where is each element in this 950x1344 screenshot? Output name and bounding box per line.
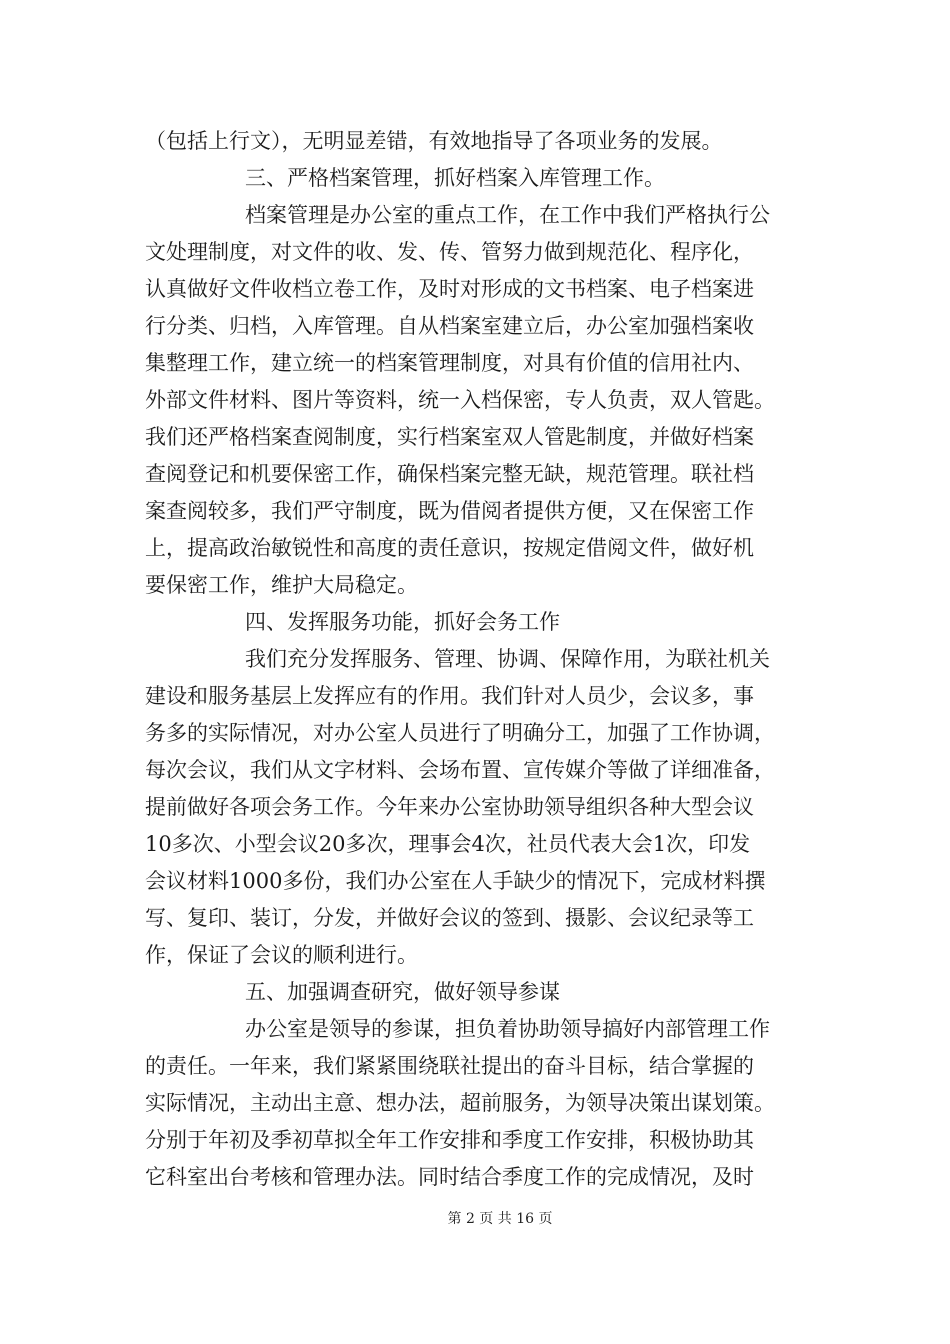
text-line: 查阅登记和机要保密工作，确保档案完整无缺，规范管理。联社档 xyxy=(145,462,754,486)
text-line: 我们充分发挥服务、管理、协调、保障作用，为联社机关 xyxy=(245,647,770,671)
section-heading: 四、发挥服务功能，抓好会务工作 xyxy=(245,610,560,634)
text-line: 提前做好各项会务工作。今年来办公室协助领导组织各种大型会议 xyxy=(145,795,754,819)
text-line: 会议材料1000多份，我们办公室在人手缺少的情况下，完成材料撰 xyxy=(145,869,766,893)
text-line: （包括上行文），无明显差错，有效地指导了各项业务的发展。 xyxy=(145,129,723,153)
text-line: 要保密工作，维护大局稳定。 xyxy=(145,573,418,597)
text-line: 文处理制度，对文件的收、发、传、管努力做到规范化、程序化， xyxy=(145,240,754,264)
text-line: 外部文件材料、图片等资料，统一入档保密，专人负责，双人管匙。 xyxy=(145,388,775,412)
body-text xyxy=(145,123,815,1196)
section-heading: 三、严格档案管理，抓好档案入库管理工作。 xyxy=(245,166,665,190)
text-line: 写、复印、装订，分发，并做好会议的签到、摄影、会议纪录等工 xyxy=(145,906,754,930)
text-line: 每次会议，我们从文字材料、会场布置、宣传媒介等做了详细准备， xyxy=(145,758,775,782)
section-heading: 五、加强调查研究，做好领导参谋 xyxy=(245,980,560,1004)
text-line: 档案管理是办公室的重点工作，在工作中我们严格执行公 xyxy=(245,203,770,227)
text-line: 作，保证了会议的顺利进行。 xyxy=(145,943,418,967)
text-line: 的责任。一年来，我们紧紧围绕联社提出的奋斗目标，结合掌握的 xyxy=(145,1054,754,1078)
text-line: 务多的实际情况，对办公室人员进行了明确分工，加强了工作协调， xyxy=(145,721,775,745)
page-number-footer: 第 2 页 共 16 页 xyxy=(447,1211,553,1227)
text-line: 实际情况，主动出主意、想办法，超前服务，为领导决策出谋划策。 xyxy=(145,1091,775,1115)
text-line: 分别于年初及季初草拟全年工作安排和季度工作安排，积极协助其 xyxy=(145,1128,754,1152)
text-line: 我们还严格档案查阅制度，实行档案室双人管匙制度，并做好档案 xyxy=(145,425,754,449)
text-line: 案查阅较多，我们严守制度，既为借阅者提供方便，又在保密工作 xyxy=(145,499,754,523)
text-line: 10多次、小型会议20多次，理事会4次，社员代表大会1次，印发 xyxy=(145,832,751,856)
text-line: 集整理工作，建立统一的档案管理制度，对具有价值的信用社内、 xyxy=(145,351,754,375)
text-line: 办公室是领导的参谋，担负着协助领导搞好内部管理工作 xyxy=(245,1017,770,1041)
text-line: 行分类、归档，入库管理。自从档案室建立后，办公室加强档案收 xyxy=(145,314,754,338)
text-line: 认真做好文件收档立卷工作，及时对形成的文书档案、电子档案进 xyxy=(145,277,754,301)
text-line: 它科室出台考核和管理办法。同时结合季度工作的完成情况，及时 xyxy=(145,1165,754,1189)
text-line: 上，提高政治敏锐性和高度的责任意识，按规定借阅文件，做好机 xyxy=(145,536,754,560)
text-line: 建设和服务基层上发挥应有的作用。我们针对人员少，会议多，事 xyxy=(145,684,754,708)
